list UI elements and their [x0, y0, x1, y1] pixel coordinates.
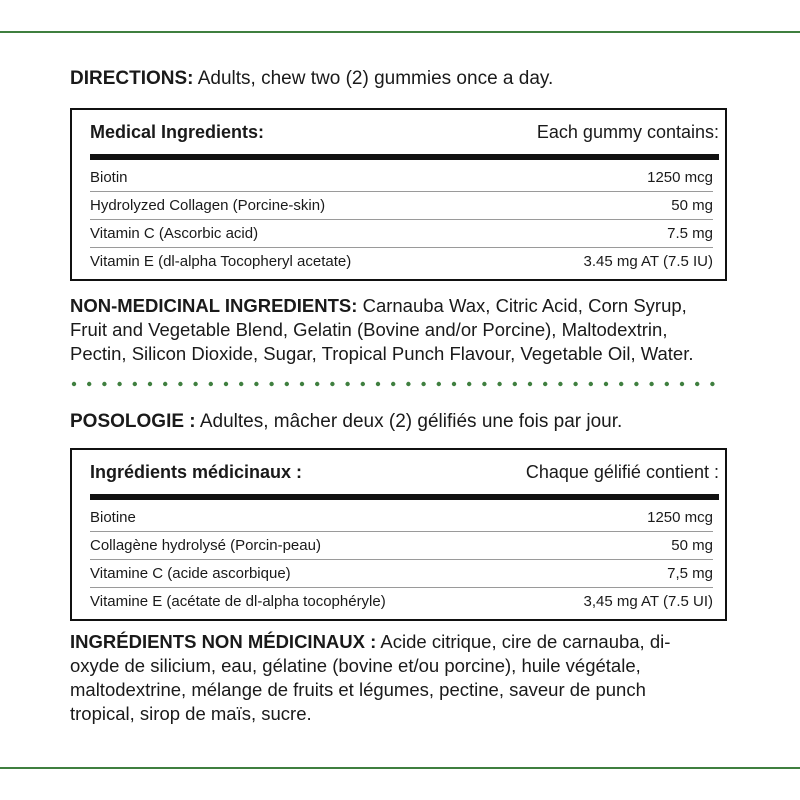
non-medicinal-text-fr: oxyde de silicium, eau, gélatine (bovine et/ou porcine), huile végétale,: [70, 655, 641, 676]
table-subtitle: Chaque gélifié contient :: [525, 461, 719, 482]
separator-dot: [497, 382, 501, 386]
separator-dot: [406, 382, 410, 386]
non-medicinal-text: Pectin, Silicon Dioxide, Sugar, Tropical Punch Flavour, Vegetable Oil, Water.: [70, 343, 694, 364]
separator-dot: [421, 382, 425, 386]
separator-dot: [452, 382, 456, 386]
ingredient-name: Vitamine C (acide ascorbique): [90, 565, 291, 582]
directions-line: [70, 68, 553, 90]
separator-dot: [695, 382, 699, 386]
separator-dot: [117, 382, 121, 386]
non-medicinal-text: Fruit and Vegetable Blend, Gelatin (Bovine and/or Porcine), Maltodextrin,: [70, 319, 668, 340]
separator-dot: [163, 382, 167, 386]
table-subtitle: Each gummy contains:: [536, 121, 719, 142]
non-medicinal-ingredients: [70, 294, 740, 366]
ingredient-name: Hydrolyzed Collagen (Porcine-skin): [90, 197, 326, 214]
ingredient-name: Vitamin E (dl-alpha Tocopheryl acetate): [90, 253, 352, 270]
separator-dot: [148, 382, 152, 386]
posologie-label: POSOLOGIE :: [70, 411, 196, 432]
separator-dot: [604, 382, 608, 386]
separator-dot: [178, 382, 182, 386]
separator-dot: [239, 382, 243, 386]
separator-dot: [482, 382, 486, 386]
separator-dot: [665, 382, 669, 386]
separator-dot: [345, 382, 349, 386]
non-medicinal-text-fr: Acide citrique, cire de carnauba, di-: [376, 631, 671, 652]
ingredient-amount: 1250 mcg: [647, 509, 713, 526]
ingredient-name: Collagène hydrolysé (Porcin-peau): [90, 537, 321, 554]
separator-dot: [133, 382, 137, 386]
separator-dot: [72, 382, 76, 386]
separator-dot: [680, 382, 684, 386]
ingredient-amount: 3,45 mg AT (7.5 UI): [583, 593, 713, 610]
separator-dot: [467, 382, 471, 386]
table-row: [90, 504, 713, 532]
ingredient-amount: 50 mg: [671, 197, 713, 214]
separator-dot: [193, 382, 197, 386]
posologie-line: [70, 411, 622, 433]
posologie-text: Adultes, mâcher deux (2) gélifiés une fois par jour.: [195, 411, 623, 432]
separator-dot: [330, 382, 334, 386]
ingredient-name: Vitamin C (Ascorbic acid): [90, 225, 259, 242]
ingredient-amount: 7.5 mg: [667, 225, 713, 242]
non-medicinal-text-fr: maltodextrine, mélange de fruits et légumes, pectine, saveur de punch: [70, 679, 646, 700]
separator-dot: [87, 382, 91, 386]
top-green-rule: [0, 31, 800, 33]
separator-dot: [269, 382, 273, 386]
table-row: [90, 532, 713, 560]
table-title: Medical Ingredients:: [90, 121, 265, 142]
ingredient-name: Biotin: [90, 169, 128, 186]
separator-dot: [224, 382, 228, 386]
separator-dot: [513, 382, 517, 386]
ingredient-amount: 7,5 mg: [667, 565, 713, 582]
ingredient-amount: 1250 mcg: [647, 169, 713, 186]
table-header: [90, 450, 719, 500]
separator-dot: [315, 382, 319, 386]
separator-dot: [634, 382, 638, 386]
ingredients-non-medicinaux: [70, 630, 740, 726]
table-header: [90, 110, 719, 160]
separator-dot: [619, 382, 623, 386]
non-medicinal-label: NON-MEDICINAL INGREDIENTS:: [70, 295, 358, 316]
table-row: [90, 164, 713, 192]
separator-dot: [300, 382, 304, 386]
ingredient-amount: 50 mg: [671, 537, 713, 554]
table-title: Ingrédients médicinaux :: [90, 461, 303, 482]
separator-dot: [573, 382, 577, 386]
table-row: [90, 560, 713, 588]
bottom-green-rule: [0, 767, 800, 769]
medical-ingredients-table: [70, 108, 727, 281]
separator-dot: [102, 382, 106, 386]
separator-dot: [391, 382, 395, 386]
separator-dot: [710, 382, 714, 386]
separator-dot: [361, 382, 365, 386]
non-medicinal-label-fr: INGRÉDIENTS NON MÉDICINAUX :: [70, 631, 377, 652]
separator-dot: [589, 382, 593, 386]
separator-dot: [528, 382, 532, 386]
table-row: [90, 192, 713, 220]
separator-dot: [437, 382, 441, 386]
ingredient-name: Vitamine E (acétate de dl-alpha tocophéryle): [90, 593, 386, 610]
ingredient-name: Biotine: [90, 509, 136, 526]
table-row: [90, 248, 713, 275]
ingredient-amount: 3.45 mg AT (7.5 IU): [583, 253, 713, 270]
separator-dot: [543, 382, 547, 386]
separator-dot: [254, 382, 258, 386]
separator-dot: [376, 382, 380, 386]
separator-dot: [209, 382, 213, 386]
directions-label: DIRECTIONS:: [70, 68, 194, 89]
non-medicinal-text-fr: tropical, sirop de maïs, sucre.: [70, 703, 312, 724]
table-row: [90, 220, 713, 248]
ingredients-medicinaux-table: [70, 448, 727, 621]
dotted-separator: [70, 379, 730, 389]
non-medicinal-text: Carnauba Wax, Citric Acid, Corn Syrup,: [357, 295, 687, 316]
table-row: [90, 588, 713, 615]
directions-text: Adults, chew two (2) gummies once a day.: [193, 68, 554, 89]
separator-dot: [649, 382, 653, 386]
separator-dot: [285, 382, 289, 386]
separator-dot: [558, 382, 562, 386]
